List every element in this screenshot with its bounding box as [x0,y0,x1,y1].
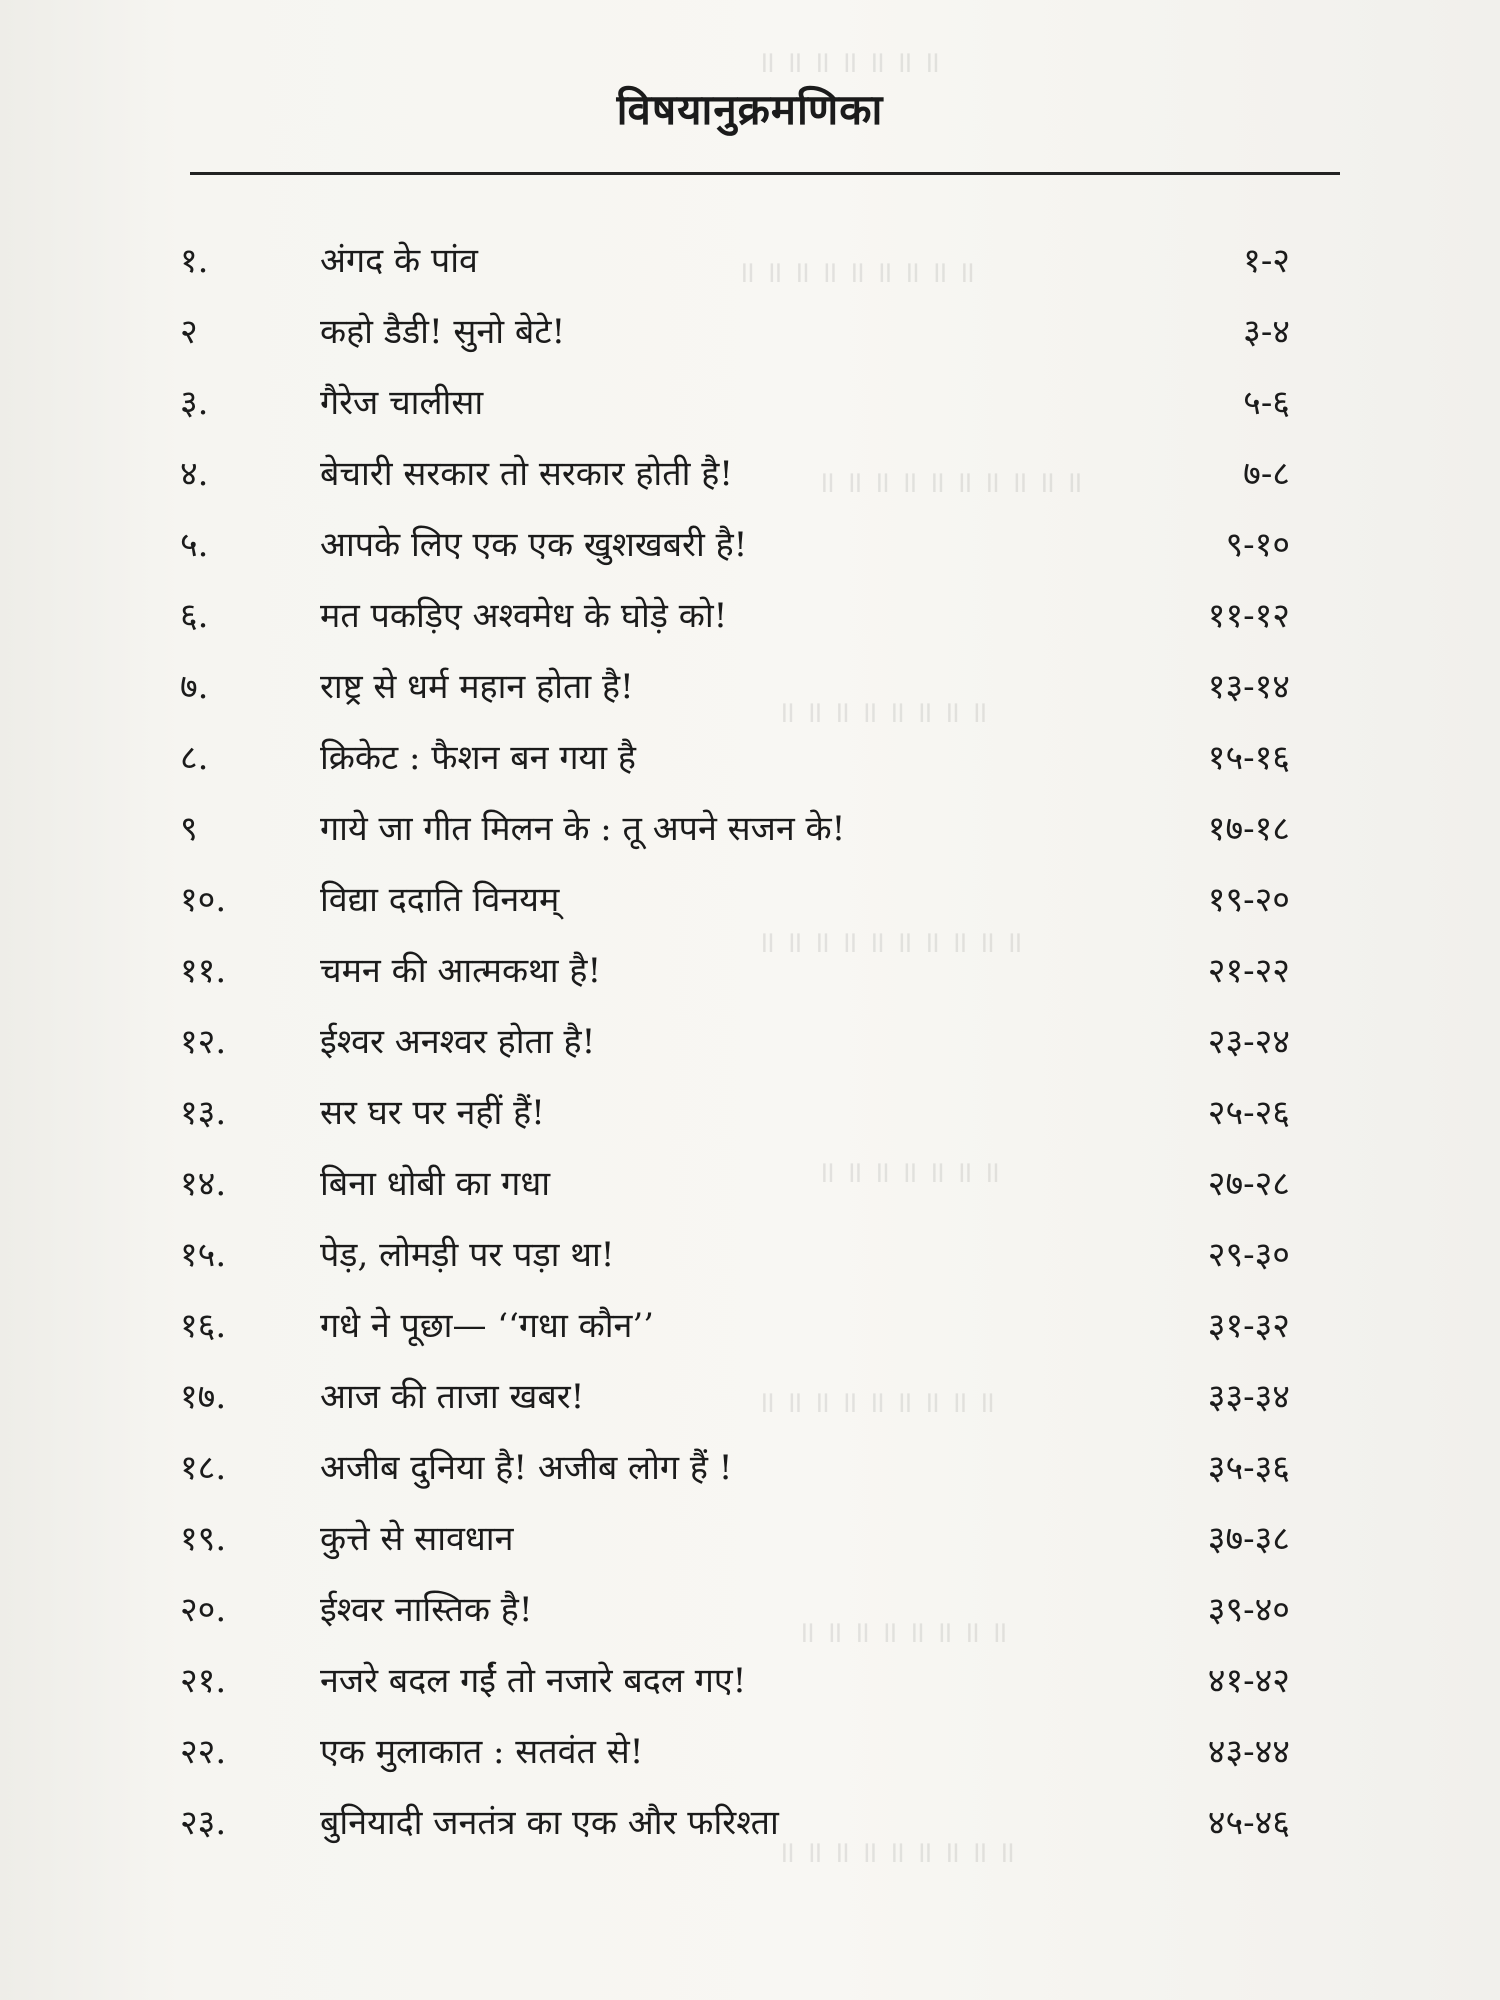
entry-pages: १३-१४ [1207,667,1290,707]
entry-title: गाये जा गीत मिलन के : तू अपने सजन के! [320,809,846,849]
entry-pages: ९-१० [1225,525,1290,565]
toc-entry [180,510,1290,581]
toc-entry [180,723,1290,794]
entry-title: गैरेज चालीसा [320,383,484,423]
entry-title: चमन की आत्मकथा है! [320,951,602,991]
toc-entry [180,1575,1290,1646]
entry-pages: १५-१६ [1207,738,1290,778]
entry-number: २३. [180,1803,227,1843]
entry-number: १०. [180,880,227,920]
entry-number: १८. [180,1448,227,1488]
toc-entry [180,1646,1290,1717]
entry-pages: ३९-४० [1207,1590,1290,1630]
toc-entry [180,936,1290,1007]
toc-entry [180,1291,1290,1362]
toc-entry [180,368,1290,439]
entry-number: २१. [180,1661,227,1701]
toc-entry [180,1433,1290,1504]
entry-pages: ३५-३६ [1207,1448,1290,1488]
entry-number: ६. [180,596,209,636]
toc-entry [180,226,1290,297]
entry-pages: १७-१८ [1207,809,1290,849]
entry-number: ४. [180,454,209,494]
title-divider [190,172,1340,175]
entry-number: १४. [180,1164,227,1204]
entry-title: बेचारी सरकार तो सरकार होती है! [320,454,733,494]
entry-title: ईश्वर अनश्वर होता है! [320,1022,596,1062]
entry-title: गधे ने पूछा— ‘‘गधा कौन’’ [320,1306,654,1346]
entry-number: १९. [180,1519,227,1559]
entry-title: कहो डैडी! सुनो बेटे! [320,312,566,352]
entry-pages: २७-२८ [1207,1164,1290,1204]
entry-pages: ५-६ [1243,383,1290,423]
entry-pages: ११-१२ [1207,596,1290,636]
entry-title: बिना धोबी का गधा [320,1164,551,1204]
entry-pages: २९-३० [1207,1235,1290,1275]
entry-pages: ४१-४२ [1207,1661,1290,1701]
entry-pages: ७-८ [1243,454,1290,494]
entry-number: ५. [180,525,209,565]
entry-pages: ३३-३४ [1207,1377,1290,1417]
entry-pages: ४३-४४ [1207,1732,1290,1772]
entry-number: २२. [180,1732,227,1772]
entry-title: अंगद के पांव [320,241,478,281]
toc-entry [180,1220,1290,1291]
toc-entry [180,1504,1290,1575]
toc-entry [180,439,1290,510]
toc-entry [180,1788,1290,1859]
entry-title: आज की ताजा खबर! [320,1377,585,1417]
entry-number: ८. [180,738,209,778]
entry-pages: १-२ [1243,241,1290,281]
entry-pages: २५-२६ [1207,1093,1290,1133]
entry-number: ९ [180,809,198,849]
entry-title: मत पकड़िए अश्वमेध के घोड़े को! [320,596,728,636]
entry-number: १७. [180,1377,227,1417]
entry-title: आपके लिए एक एक खुशखबरी है! [320,525,748,565]
entry-number: १. [180,241,209,281]
table-of-contents [180,226,1290,1859]
entry-title: ईश्वर नास्तिक है! [320,1590,533,1630]
entry-pages: ३१-३२ [1207,1306,1290,1346]
show-through-texture: ॥ ॥ ॥ ॥ ॥ ॥ ॥ ॥ ॥ ॥ ॥ ॥ ॥ ॥ ॥ ॥ ॥ ॥ ॥ ॥ ॥ ॥ ॥ ॥ ॥ ॥ ॥ ॥ ॥ ॥ ॥ ॥ ॥ ॥ ॥ ॥ ॥ ॥ ॥ ॥ ॥ ॥ ॥ ॥ ॥ ॥ ॥ ॥ ॥ ॥ ॥ ॥ ॥ ॥ ॥ ॥ ॥ ॥ ॥ ॥ ॥ ॥ ॥ ॥ ॥ ॥ ॥ ॥ ॥ ॥ ॥ ॥ ॥ ॥ ॥ ॥ ॥ [740,45,1086,1870]
entry-title: कुत्ते से सावधान [320,1519,514,1559]
entry-title: बुनियादी जनतंत्र का एक और फरिश्ता [320,1803,779,1843]
entry-number: ११. [180,951,227,991]
toc-entry [180,1078,1290,1149]
toc-entry [180,652,1290,723]
entry-pages: ४५-४६ [1207,1803,1290,1843]
page-title: विषयानुक्रमणिका [616,85,884,134]
entry-pages: ३-४ [1243,312,1290,352]
entry-title: एक मुलाकात : सतवंत से! [320,1732,644,1772]
toc-entry [180,1362,1290,1433]
entry-number: १२. [180,1022,227,1062]
entry-number: ३. [180,383,209,423]
entry-pages: ३७-३८ [1207,1519,1290,1559]
entry-number: ७. [180,667,209,707]
entry-title: विद्या ददाति विनयम् [320,880,560,920]
entry-pages: २१-२२ [1207,951,1290,991]
entry-title: राष्ट्र से धर्म महान होता है! [320,667,634,707]
toc-entry [180,794,1290,865]
entry-title: नजरे बदल गईं तो नजारे बदल गए! [320,1661,747,1701]
entry-pages: २३-२४ [1207,1022,1290,1062]
entry-number: १३. [180,1093,227,1133]
entry-number: २०. [180,1590,227,1630]
toc-entry [180,297,1290,368]
entry-number: १६. [180,1306,227,1346]
toc-entry [180,1007,1290,1078]
entry-title: पेड़, लोमड़ी पर पड़ा था! [320,1235,615,1275]
entry-title: क्रिकेट : फैशन बन गया है [320,738,636,778]
entry-title: सर घर पर नहीं हैं! [320,1093,545,1133]
entry-number: १५. [180,1235,227,1275]
toc-entry [180,1149,1290,1220]
toc-entry [180,1717,1290,1788]
toc-entry [180,865,1290,936]
entry-pages: १९-२० [1207,880,1290,920]
entry-number: २ [180,312,198,352]
toc-entry [180,581,1290,652]
entry-title: अजीब दुनिया है! अजीब लोग हैं ! [320,1448,733,1488]
